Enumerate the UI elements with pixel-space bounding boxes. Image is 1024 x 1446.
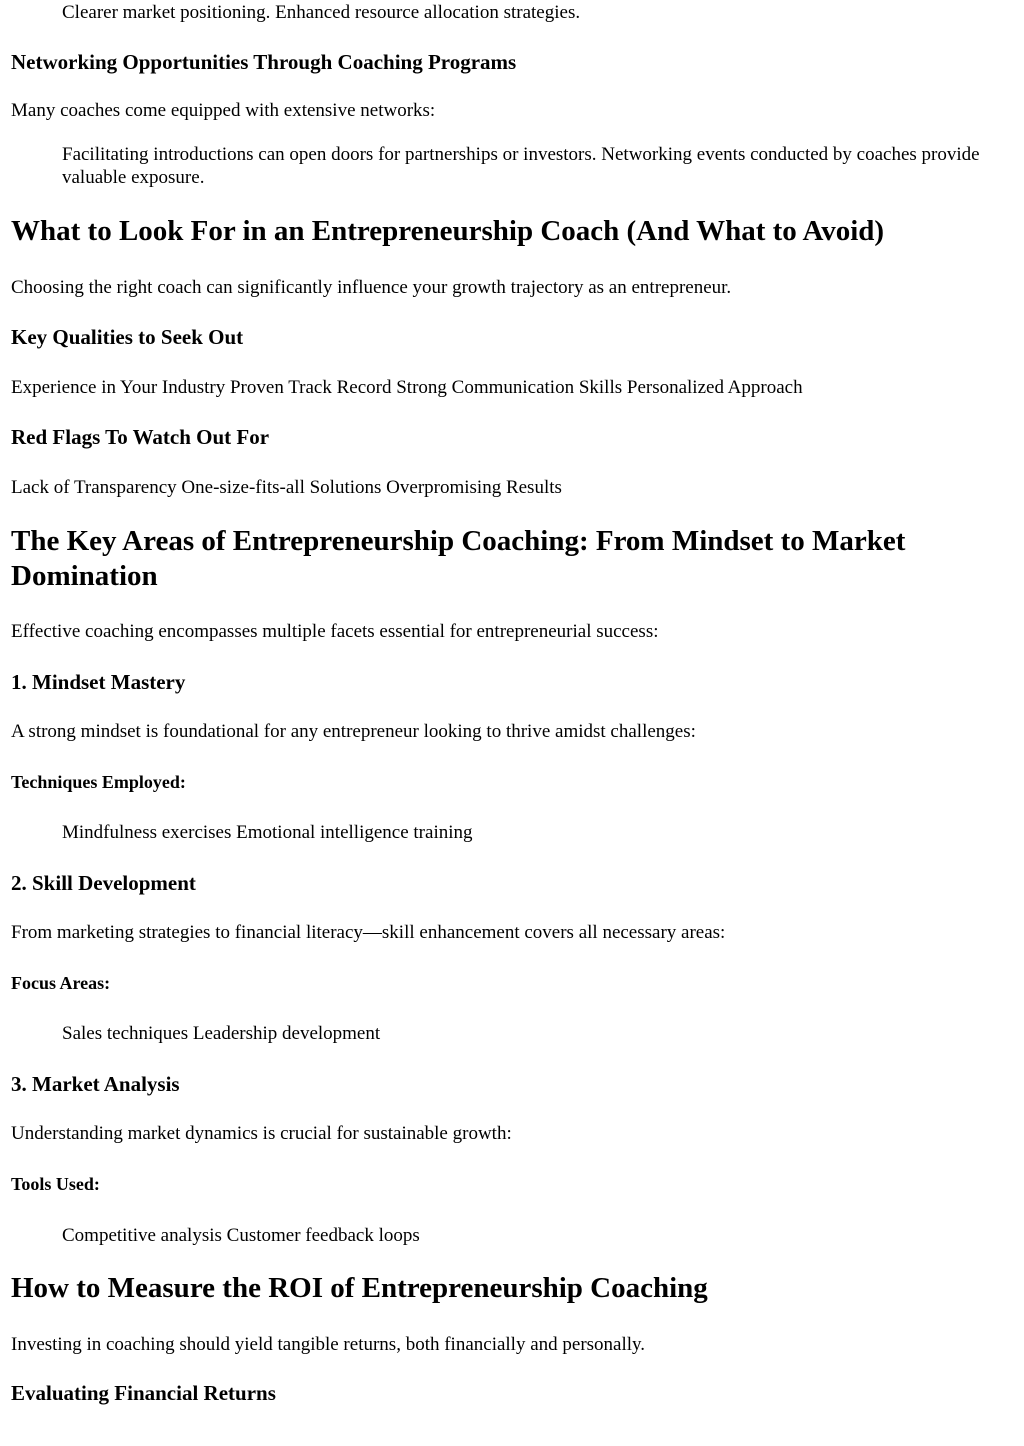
heading-market-analysis: 3. Market Analysis (11, 1072, 180, 1096)
heading-what-to-look-for: What to Look For in an Entrepreneurship Coach (And What to Avoid) (11, 215, 885, 247)
heading-techniques-employed: Techniques Employed: (11, 772, 186, 792)
heading-red-flags: Red Flags To Watch Out For (11, 425, 270, 449)
heading-networking-opportunities: Networking Opportunities Through Coaching Programs (11, 50, 517, 74)
heading-key-qualities: Key Qualities to Seek Out (11, 325, 244, 349)
list-red-flags: Lack of Transparency One-size-fits-all Solutions Overpromising Results (11, 477, 562, 498)
heading-measure-roi: How to Measure the ROI of Entrepreneurship Coaching (11, 1272, 708, 1304)
list-item-introductions: Facilitating introductions can open doors for partnerships or investors. Networking events conducted by coaches provide valuable exposure. (62, 144, 980, 188)
list-techniques: Mindfulness exercises Emotional intelligence training (62, 822, 473, 843)
heading-key-areas: The Key Areas of Entrepreneurship Coaching: From Mindset to Market Domination (11, 525, 906, 592)
heading-tools-used: Tools Used: (11, 1174, 100, 1194)
paragraph-investing-coaching: Investing in coaching should yield tangible returns, both financially and personally. (11, 1334, 646, 1355)
heading-mindset-mastery: 1. Mindset Mastery (11, 670, 186, 694)
list-tools: Competitive analysis Customer feedback loops (62, 1225, 420, 1246)
heading-financial-returns: Evaluating Financial Returns (11, 1381, 276, 1405)
heading-skill-development: 2. Skill Development (11, 871, 196, 895)
paragraph-coach-networks: Many coaches come equipped with extensive networks: (11, 100, 436, 121)
paragraph-skill-enhancement: From marketing strategies to financial literacy—skill enhancement covers all necessary areas: (11, 922, 726, 943)
paragraph-strong-mindset: A strong mindset is foundational for any entrepreneur looking to thrive amidst challenges: (11, 721, 696, 742)
paragraph-market-dynamics: Understanding market dynamics is crucial for sustainable growth: (11, 1123, 512, 1144)
list-focus-areas: Sales techniques Leadership development (62, 1023, 381, 1044)
list-key-qualities: Experience in Your Industry Proven Track Record Strong Communication Skills Personalized Approach (11, 377, 803, 398)
paragraph-choosing-coach: Choosing the right coach can significantly influence your growth trajectory as an entrepreneur. (11, 277, 732, 298)
list-item-market-positioning: Clearer market positioning. Enhanced resource allocation strategies. (62, 2, 581, 23)
heading-focus-areas: Focus Areas: (11, 973, 111, 993)
paragraph-effective-coaching: Effective coaching encompasses multiple facets essential for entrepreneurial success: (11, 621, 659, 642)
